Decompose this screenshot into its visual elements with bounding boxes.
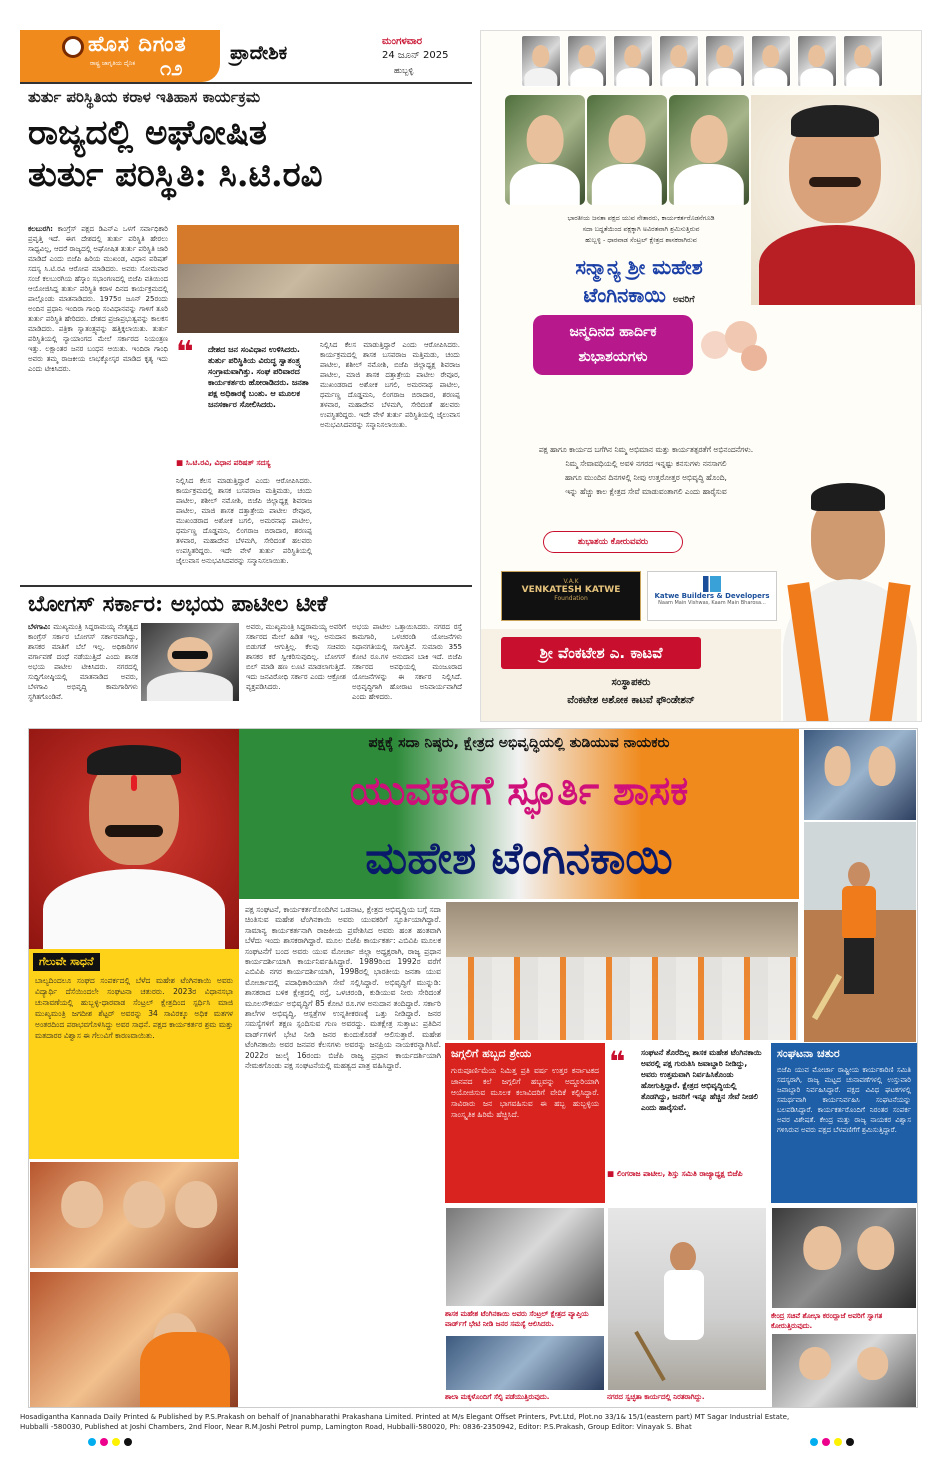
- feature-headline-1: ಯುವಕರಿಗೆ ಸ್ಫೂರ್ತಿ ಶಾಸಕ: [349, 767, 689, 814]
- leader-photo: [587, 95, 667, 205]
- birthday-ad: [480, 30, 922, 722]
- page-number: ೧೨: [160, 56, 183, 80]
- story1-dateline: ಕಲಬುರಗಿ:: [28, 225, 53, 233]
- story1-headline: [28, 112, 472, 196]
- cricket-bat-icon: [812, 974, 842, 1020]
- leader-photo: [567, 35, 607, 87]
- masthead-city: ಹುಬ್ಬಳ್ಳಿ: [394, 66, 414, 75]
- sponsor-role: ಸಂಸ್ಥಾಪಕರು: [611, 677, 651, 688]
- story1-kicker: ತುರ್ತು ಪರಿಸ್ಥಿತಿಯ ಕರಾಳ ಇತಿಹಾಸ ಕಾರ್ಯಕ್ರಮ: [28, 88, 261, 106]
- story2-column-3: ಅಭಯ ಪಾಟೀಲ ಒತ್ತಾಯಿಸಿದರು. ನಗರದ ರಸ್ತೆ ಕಾಮಗಾರಿ, ಒಳಚರಂಡಿ ಯೋಜನೆಗಳು ನಿಧಾನಗತಿಯಲ್ಲಿ ಸಾಗುತ್ತಿವೆ. ಸುಮಾರು 355 ಕೋಟಿ ರೂ.ಗಳ ಅನುದಾನ ಬಾಕಿ ಇದೆ. ಬಿಜೆಪಿ ಸರ್ಕಾರದ ಅವಧಿಯಲ್ಲಿ ಮಂಜೂರಾದ ಯೋಜನೆಗಳನ್ನು ಈ ಸರ್ಕಾರ ನಿಲ್ಲಿಸಿದೆ. ಅಭಿವೃದ್ಧಿಗಾಗಿ ಹೋರಾಟ ಅನಿವಾರ್ಯವಾಗಿದೆ ಎಂದು ಹೇಳಿದರು.: [352, 623, 462, 701]
- katwe-builders-logo: Katwe Builders & Developers Naam Main Vishwas, Kaam Main Bharosa...: [647, 571, 777, 621]
- ad-intro: ಭಾರತೀಯ ಜನತಾ ಪಕ್ಷದ ಯುವ ನೇತಾರರು, ಕಾರ್ಯಕರ್ತರೊಡನೆಗೂಡಿ ಸದಾ ಬದ್ಧತೆಯಿಂದ ಪಕ್ಷಕ್ಕಾಗಿ ಅವಿರತವಾಗಿ ಶ್ರಮಿಸುತ್ತಿರುವ ಹುಬ್ಬಳ್ಳಿ - ಧಾರವಾಡ ಸೆಂಟ್ರಲ್ ಕ್ಷೇತ್ರದ ಶಾಸಕರಾಗಿರುವ: [567, 214, 715, 244]
- story1-column-3: ನಿಲ್ಲಿಸಿದ ಕೆಲಸ ಮಾಡುತ್ತಿದ್ದಾರೆ ಎಂದು ಆರೋಪಿಸಿದರು. ಕಾರ್ಯಕ್ರಮದಲ್ಲಿ ಶಾಸಕ ಬಸವರಾಜ ಮತ್ತಿಮಡು, ಚಂದು ಪಾಟೀಲ, ಶಶೀಲ್ ನಮೋಶಿ, ಬಿಜೆಪಿ ಜಿಲ್ಲಾಧ್ಯಕ್ಷ ಶಿವರಾಜ ಪಾಟೀಲ, ಮಾಜಿ ಶಾಸಕ ದತ್ತಾತ್ರೇಯ ಪಾಟೀಲ ರೇವೂರ, ಮುಖಂಡರಾದ ಅಶೋಕ ಬಗಲಿ, ಅಮರನಾಥ ಪಾಟೀಲ, ಧರ್ಮಣ್ಣ ದೊಡ್ಡಮನಿ, ಲಿಂಗರಾಜ ಬಿರಾದಾರ, ಶರಣಪ್ಪ ತಳವಾರ, ಮಹಾದೇವ ಬೆಳಮಗಿ, ಸೇರಿದಂತೆ ಹಲವರು ಉಪಸ್ಥಿತರಿದ್ದರು. ಇದೇ ವೇಳೆ ತುರ್ತು ಪರಿಸ್ಥಿತಿಯಲ್ಲಿ ಜೈಲುವಾಸ ಅನುಭವಿಸಿದವರನ್ನು ಸನ್ಮಾನಿಸಲಾಯಿತು.: [320, 341, 460, 429]
- story1-photo: [176, 224, 460, 334]
- story1-headline-line2: ತುರ್ತು ಪರಿಸ್ಥಿತಿ: ಸಿ.ಟಿ.ರವಿ: [28, 155, 323, 195]
- box2-text: ಗುರುಪೂರ್ಣಿಮೆಯ ನಿಮಿತ್ತ ಪ್ರತಿ ವರ್ಷ ಉತ್ತರ ಕರ್ನಾಟಕದ ಜಾನಪದ ಕಲೆ ಜಗ್ಗಲಿಗೆ ಹಬ್ಬವನ್ನು ಅದ್ದೂರಿಯಾಗಿ ಆಯೋಜಿಸುವ ಮೂಲಕ ಕಲಾವಿದರಿಗೆ ವೇದಿಕೆ ಕಲ್ಪಿಸಿದ್ದಾರೆ. ಸಾವಿರಾರು ಜನ ಭಾಗವಹಿಸುವ ಈ ಹಬ್ಬ ಹುಬ್ಬಳ್ಳಿಯ ಸಾಂಸ್ಕೃತಿಕ ಹಿರಿಮೆ ಹೆಚ್ಚಿಸಿದೆ.: [451, 1066, 599, 1119]
- story2-headline: ಬೋಗಸ್ ಸರ್ಕಾರ: ಅಭಯ ಪಾಟೀಲ ಟೀಕೆ: [28, 591, 328, 617]
- quote-mark-icon: ❝: [176, 335, 194, 370]
- vak-foundation-logo: V.A.K VENKATESH KATWE Foundation: [501, 571, 641, 621]
- caption-students: ಶಾಲಾ ಮಕ್ಕಳೊಂದಿಗೆ ಸೆಲ್ಫಿ ಪಡೆಯುತ್ತಿರುವುದು.: [445, 1393, 550, 1401]
- leader-photo: [669, 95, 749, 205]
- box2: [445, 1043, 605, 1203]
- students-photo: [445, 1335, 605, 1391]
- tilak-mark: [131, 775, 137, 791]
- section-label: ಪ್ರಾದೇಶಿಕ: [230, 42, 288, 64]
- event-photo: [29, 1161, 239, 1269]
- feature-headline-band: [239, 729, 799, 899]
- mla-portrait: [751, 95, 921, 305]
- story1-quote: ದೇಶದ ಜನ ಸಂವಿಧಾನ ಉಳಿಸಿದರು. ತುರ್ತು ಪರಿಸ್ಥಿತಿಯ ವಿರುದ್ಧ ಸ್ವಾತಂತ್ರ್ಯ ಸಂಗ್ರಾಮವಾಗಿತ್ತು. ಸಂಘ ಪರಿವಾರದ ಕಾರ್ಯಕರ್ತರು ಹೋರಾಡಿದರು. ಜನತಾ ಪಕ್ಷ ಅಧಿಕಾರಕ್ಕೆ ಬಂತು. ಆ ಮೂಲಕ ಜನಸರ್ಕಾರ ಸೋಲಿಸಿದರು.: [208, 345, 309, 409]
- leader-photo: [505, 95, 585, 205]
- masthead-day: ಮಂಗಳವಾರ: [382, 36, 423, 47]
- box3-text: ಬಿಜೆಪಿ ಯುವ ಮೋರ್ಚಾ ರಾಷ್ಟ್ರೀಯ ಕಾರ್ಯಕಾರಿಣಿ ಸಮಿತಿ ಸದಸ್ಯರಾಗಿ, ರಾಜ್ಯ ಮಟ್ಟದ ಚುನಾವಣೆಗಳಲ್ಲಿ ಉಸ್ತುವಾರಿ ಜವಾಬ್ದಾರಿ ನಿರ್ವಹಿಸಿದ್ದಾರೆ. ಪಕ್ಷದ ವಿವಿಧ ಘಟಕಗಳಲ್ಲಿ ಸಮರ್ಥವಾಗಿ ಕಾರ್ಯನಿರ್ವಹಿಸಿ ಸಂಘಟನೆಯನ್ನು ಬಲಪಡಿಸಿದ್ದಾರೆ. ಕಾರ್ಯಕರ್ತರೊಂದಿಗೆ ನಿರಂತರ ಸಂಪರ್ಕ ಅವರ ವಿಶೇಷತೆ. ಕೇಂದ್ರ ಮತ್ತು ರಾಜ್ಯ ನಾಯಕರ ವಿಶ್ವಾಸ ಗಳಿಸಿರುವ ಅವರು ಪಕ್ಷದ ಬೆಳವಣಿಗೆಗೆ ಶ್ರಮಿಸುತ್ತಿದ್ದಾರೆ.: [777, 1066, 911, 1134]
- box1: [29, 949, 239, 1159]
- story2-column-2: ಅವರು, ಮುಖ್ಯಮಂತ್ರಿ ಸಿದ್ದರಾಮಯ್ಯ ಅವರಿಗೆ ಸರ್ಕಾರದ ಮೇಲೆ ಹಿಡಿತ ಇಲ್ಲ. ಅನುದಾನ ಬಿಡುಗಡೆ ಆಗುತ್ತಿಲ್ಲ. ಕೆಲವು ಸಚಿವರು ಶಾಸಕರ ಕರೆ ಸ್ವೀಕರಿಸುವುದಿಲ್ಲ. ಬೋಗಸ್ ಬಿಲ್ ಮಾಡಿ ಹಣ ಲೂಟಿ ಮಾಡಲಾಗುತ್ತಿದೆ. ಇದು ಜನವಿರೋಧಿ ಸರ್ಕಾರ ಎಂದು ಆಕ್ರೋಶ ವ್ಯಕ್ತಪಡಿಸಿದರು.: [246, 623, 346, 691]
- meeting-photo: [771, 1333, 917, 1408]
- broom-icon: [634, 1331, 665, 1381]
- box2-title: ಜಗ್ಗಲಿಗೆ ಹಬ್ಬದ ಶ್ರೇಯ: [451, 1047, 532, 1060]
- caption-ward: ಶಾಸಕ ಮಹೇಶ ಟೆಂಗಿನಕಾಯಿ ಅವರು ಸೆಂಟ್ರಲ್ ಕ್ಷೇತ್ರದ ವ್ಯಾಪ್ತಿಯ ವಾರ್ಡ್‌ಗೆ ಭೇಟಿ ನೀಡಿ ಜನರ ಸಮಸ್ಯೆ ಆಲಿಸಿದರು.: [445, 1310, 589, 1328]
- masthead-date: 24 ಜೂನ್ 2025: [382, 50, 449, 61]
- leader-photo: [659, 35, 699, 87]
- leader-photo: [521, 35, 561, 87]
- ad-honoree-name: [509, 253, 769, 314]
- story1-column-2: ನಿಲ್ಲಿಸಿದ ಕೆಲಸ ಮಾಡುತ್ತಿದ್ದಾರೆ ಎಂದು ಆರೋಪಿಸಿದರು. ಕಾರ್ಯಕ್ರಮದಲ್ಲಿ ಶಾಸಕ ಬಸವರಾಜ ಮತ್ತಿಮಡು, ಚಂದು ಪಾಟೀಲ, ಶಶೀಲ್ ನಮೋಶಿ, ಬಿಜೆಪಿ ಜಿಲ್ಲಾಧ್ಯಕ್ಷ ಶಿವರಾಜ ಪಾಟೀಲ, ಮಾಜಿ ಶಾಸಕ ದತ್ತಾತ್ರೇಯ ಪಾಟೀಲ ರೇವೂರ, ಮುಖಂಡರಾದ ಅಶೋಕ ಬಗಲಿ, ಅಮರನಾಥ ಪಾಟೀಲ, ಧರ್ಮಣ್ಣ ದೊಡ್ಡಮನಿ, ಲಿಂಗರಾಜ ಬಿರಾದಾರ, ಶರಣಪ್ಪ ತಳವಾರ, ಮಹಾದೇವ ಬೆಳಮಗಿ, ಸೇರಿದಂತೆ ಹಲವರು ಉಪಸ್ಥಿತರಿದ್ದರು. ಇದೇ ವೇಳೆ ತುರ್ತು ಪರಿಸ್ಥಿತಿಯಲ್ಲಿ ಜೈಲುವಾಸ ಅನುಭವಿಸಿದವರನ್ನು ಸನ್ಮಾನಿಸಲಾಯಿತು.: [176, 477, 312, 565]
- feature-kicker: ಪಕ್ಷಕ್ಕೆ ಸದಾ ನಿಷ್ಠರು, ಕ್ಷೇತ್ರದ ಅಭಿವೃದ್ಧಿಯಲ್ಲಿ ತುಡಿಯುವ ನಾಯಕರು: [368, 735, 670, 751]
- story2-photo: [140, 622, 240, 702]
- caption-clean: ನಗರದ ಸ್ವಚ್ಛತಾ ಕಾರ್ಯದಲ್ಲಿ ನಿರತರಾಗಿದ್ದು.: [607, 1393, 705, 1401]
- story-separator: [20, 585, 472, 587]
- sponsor-portrait: [777, 471, 922, 722]
- leader-photo: [613, 35, 653, 87]
- masthead-logo-text: ಹೊಸ ದಿಗಂತ: [88, 32, 187, 56]
- roses-decoration: [701, 321, 771, 375]
- caption-minister: ಕೇಂದ್ರ ಸಚಿವೆ ಶೋಭಾ ಕರಂದ್ಲಾಜೆ ಅವರಿಗೆ ಸ್ವಾಗತ ಕೋರುತ್ತಿರುವುದು.: [771, 1312, 883, 1330]
- sponsor-block: [481, 629, 781, 722]
- box3: [771, 1043, 917, 1203]
- feature-headline-2: ಮಹೇಶ ಟೆಂಗಿನಕಾಯಿ: [365, 833, 673, 884]
- masthead-logo-sub: ರಾಷ್ಟ್ರ ಜಾಗೃತಿಯ ದೈನಿಕ: [90, 60, 136, 67]
- greeter-label: ಶುಭಾಶಯ ಕೋರುವವರು: [543, 531, 683, 553]
- feature-main-text: ಪಕ್ಷ ಸಂಘಟನೆ, ಕಾರ್ಯಕರ್ತರೊಂದಿಗಿನ ಒಡನಾಟ, ಕ್ಷೇತ್ರದ ಅಭಿವೃದ್ಧಿಯ ಬಗ್ಗೆ ಸದಾ ಚಿಂತಿಸುವ ಮಹೇಶ ಟೆಂಗಿನಕಾಯಿ ಅವರು ಯುವಕರಿಗೆ ಸ್ಫೂರ್ತಿಯಾಗಿದ್ದಾರೆ. ಸಾಮಾನ್ಯ ಕಾರ್ಯಕರ್ತನಾಗಿ ರಾಜಕೀಯ ಪ್ರವೇಶಿಸಿದ ಅವರು ಹಂತ ಹಂತವಾಗಿ ಬೆಳೆದು ಇಂದು ಶಾಸಕರಾಗಿದ್ದಾರೆ. ಮೂಲ ಬಿಜೆಪಿ ಕಾರ್ಯಕರ್ತ: ಎಬಿವಿಪಿ ಮೂಲಕ ಸಂಘಟನೆಗೆ ಬಂದ ಅವರು ಯುವ ಮೋರ್ಚಾ ಜಿಲ್ಲಾ ಅಧ್ಯಕ್ಷರಾಗಿ, ರಾಜ್ಯ ಪ್ರಧಾನ ಕಾರ್ಯದರ್ಶಿಯಾಗಿ ಕಾರ್ಯನಿರ್ವಹಿಸಿದ್ದಾರೆ. 1989ರಿಂದ 1992ರ ವರೆಗೆ ಎಬಿವಿಪಿ ನಗರ ಕಾರ್ಯದರ್ಶಿಯಾಗಿ, 1998ರಲ್ಲಿ ಭಾರತೀಯ ಜನತಾ ಯುವ ಮೋರ್ಚಾದಲ್ಲಿ ಪದಾಧಿಕಾರಿಯಾಗಿ ಸೇವೆ ಸಲ್ಲಿಸಿದ್ದಾರೆ. ಅಭಿವೃದ್ಧಿಗೆ ಮುನ್ನುಡಿ: ಶಾಸಕರಾದ ಬಳಿಕ ಕ್ಷೇತ್ರದಲ್ಲಿ ರಸ್ತೆ, ಒಳಚರಂಡಿ, ಕುಡಿಯುವ ನೀರು ಸೇರಿದಂತೆ ಮೂಲಸೌಕರ್ಯ ಅಭಿವೃದ್ಧಿಗೆ 85 ಕೋಟಿ ರೂ.ಗಳ ಅನುದಾನ ತಂದಿದ್ದಾರೆ. ಸರ್ಕಾರಿ ಶಾಲೆಗಳ ಅಭಿವೃದ್ಧಿ, ಆಸ್ಪತ್ರೆಗಳ ಉನ್ನತೀಕರಣಕ್ಕೆ ಒತ್ತು ನೀಡಿದ್ದಾರೆ. ಜನರ ಸಮಸ್ಯೆಗಳಿಗೆ ತಕ್ಷಣ ಸ್ಪಂದಿಸುವ ಗುಣ ಅವರದ್ದು. ಮತಕ್ಷೇತ್ರ ಸುತ್ತಾಟ: ಪ್ರತಿದಿನ ವಾರ್ಡ್‌ಗಳಿಗೆ ಭೇಟಿ ನೀಡಿ ಜನರ ಕುಂದುಕೊರತೆ ಆಲಿಸುತ್ತಾರೆ. ಮಹೇಶ ಟೆಂಗಿನಕಾಯಿ ಅವರ ಜನಪರ ಕೆಲಸಗಳು ಅವರನ್ನು ಜನಪ್ರಿಯ ನಾಯಕರನ್ನಾಗಿಸಿವೆ. 2022ರ ಜುಲೈ 16ರಂದು ಬಿಜೆಪಿ ರಾಜ್ಯ ಪ್ರಧಾನ ಕಾರ್ಯದರ್ಶಿಯಾಗಿ ನೇಮಕಗೊಂಡು ಪಕ್ಷ ಸಂಘಟನೆಯಲ್ಲಿ ಮಹತ್ವದ ಪಾತ್ರ ವಹಿಸಿದ್ದಾರೆ.: [245, 905, 441, 1071]
- leader-photo: [843, 35, 883, 87]
- ward-visit-photo: [445, 1207, 605, 1307]
- masthead-rule: [20, 82, 472, 84]
- feature-section: [28, 728, 918, 1408]
- leader-photo: [751, 35, 791, 87]
- cleaning-photo: [607, 1207, 767, 1391]
- ad-name-line1: ಸನ್ಮಾನ್ಯ ಶ್ರೀ ಮಹೇಶ: [575, 255, 703, 279]
- registration-marks: [0, 1436, 945, 1450]
- sunglasses-icon: [172, 651, 207, 659]
- cricket-photo: [803, 821, 917, 1043]
- quote2-box: [607, 1043, 767, 1203]
- imprint-footer: Hosadigantha Kannada Daily Printed & Published by P.S.Prakash on behalf of Jnanabharathi Prakashana Limited. Printed at M/s Elegant Offset Printers, Pvt.Ltd, Plot.no 33/1& 15/1(eastern part) MT Sagar Industrial Estate, Hubballi -580030, Published at Joshi Chambers, 2nd Floor, Near R.M.Joshi Petrol pump, Lamington Road, Hubballi-580020, Ph: 0836-2350942, Editor: P.S.Prakash, Group Editor: Vinayak S. Bhat: [20, 1413, 790, 1431]
- event-photo: [803, 729, 917, 821]
- story1-headline-line1: ರಾಜ್ಯದಲ್ಲಿ ಅಘೋಷಿತ: [28, 113, 267, 153]
- leader-photo: [797, 35, 837, 87]
- leaders-strip: [481, 31, 922, 91]
- masthead: [20, 30, 472, 82]
- sponsor-org: ವೆಂಕಟೇಶ ಅಶೋಕ ಕಾಟವೆ ಫೌಂಡೇಶನ್: [567, 695, 695, 706]
- quote-mark-icon: ❝: [609, 1045, 626, 1078]
- ad-name-line2: ಟೆಂಗಿನಕಾಯಿ ಅವರಿಗೆ: [583, 283, 695, 307]
- box1-title: ಗೆಲುವೇ ಸಾಧನೆ: [33, 953, 100, 971]
- story2-column-1: ಬೆಳಗಾವಿ: ಮುಖ್ಯಮಂತ್ರಿ ಸಿದ್ದರಾಮಯ್ಯ ನೇತೃತ್ವದ ಕಾಂಗ್ರೆಸ್ ಸರ್ಕಾರ ಬೋಗಸ್ ಸರ್ಕಾರವಾಗಿದ್ದು, ಶಾಸಕರ ಮಾತಿಗೆ ಬೆಲೆ ಇಲ್ಲ. ಅಧಿಕಾರಿಗಳ ವರ್ಗಾವಣೆ ದಂಧೆ ನಡೆಯುತ್ತಿದೆ ಎಂದು ಶಾಸಕ ಅಭಯ ಪಾಟೀಲ ಟೀಕಿಸಿದರು. ನಗರದಲ್ಲಿ ಸುದ್ದಿಗೋಷ್ಠಿಯಲ್ಲಿ ಮಾತನಾಡಿದ ಅವರು, ಬೆಳಗಾವಿ ಅಭಿವೃದ್ಧಿ ಕಾಮಗಾರಿಗಳು ಸ್ಥಗಿತಗೊಂಡಿವೆ.: [28, 623, 138, 701]
- logo-emblem-icon: [62, 36, 84, 58]
- leader-photo: [705, 35, 745, 87]
- story1-column-1: [28, 224, 168, 584]
- birthday-wish-banner: ಜನ್ಮದಿನದ ಹಾರ್ದಿಕ ಶುಭಾಶಯಗಳು: [533, 315, 693, 375]
- quote2-text: ಸಂಘಟನೆ ತೊರೆದಿಲ್ಲ ಶಾಸಕ ಮಹೇಶ ಟೆಂಗಿನಕಾಯಿ ಅವರಲ್ಲಿ ಪಕ್ಷ ಗುರುತಿಸಿ ಜವಾಬ್ದಾರಿ ನೀಡಿದ್ದು, ಅವರು ಉತ್ತಮವಾಗಿ ನಿರ್ವಹಿಸಿಕೊಂಡು ಹೋಗುತ್ತಿದ್ದಾರೆ. ಕ್ಷೇತ್ರದ ಅಭಿವೃದ್ಧಿಯಲ್ಲಿ ತೊಡಗಿದ್ದು, ಜನರಿಗೆ ಇನ್ನೂ ಹೆಚ್ಚಿನ ಸೇವೆ ನೀಡಲಿ ಎಂದು ಹಾರೈಸುವೆ.: [641, 1048, 762, 1112]
- story1-body: ಕಾಂಗ್ರೆಸ್ ಪಕ್ಷದ ಡಿಎನ್‌ಎ ಒಳಗೆ ಸರ್ವಾಧಿಕಾರಿ ಪ್ರವೃತ್ತಿ ಇದೆ. ಈಗ ದೇಶದಲ್ಲಿ ತುರ್ತು ಪರಿಸ್ಥಿತಿ ಹೇರಲು ಸಾಧ್ಯವಿಲ್ಲ, ಆದರೆ ರಾಜ್ಯದಲ್ಲಿ ಅಘೋಷಿತ ತುರ್ತು ಪರಿಸ್ಥಿತಿ ಜಾರಿ ಮಾಡಿದೆ ಎಂದು ಬಿಜೆಪಿ ಹಿರಿಯ ಮುಖಂಡ, ವಿಧಾನ ಪರಿಷತ್ ಸದಸ್ಯ ಸಿ.ಟಿ.ರವಿ ಆರೋಪ ಮಾಡಿದರು. ಅವರು ಸೋಮವಾರ ಸಂಜೆ ಕಲಬುರಗಿಯ ಹೆಸ್ಕಾಂ ಸಭಾಂಗಣದಲ್ಲಿ ಬಿಜೆಪಿ ವತಿಯಿಂದ ಆಯೋಜಿಸಿದ್ದ ತುರ್ತು ಪರಿಸ್ಥಿತಿ ಕರಾಳ ದಿನದ ಕಾರ್ಯಕ್ರಮದಲ್ಲಿ ಪಾಲ್ಗೊಂಡು ಮಾತನಾಡಿದರು. 1975ರ ಜೂನ್ 25ರಂದು ಅಂದಿನ ಪ್ರಧಾನಿ ಇಂದಿರಾ ಗಾಂಧಿ ಸಂವಿಧಾನವನ್ನು ಗಾಳಿಗೆ ತೂರಿ ತುರ್ತು ಪರಿಸ್ಥಿತಿ ಹೇರಿದರು. ದೇಶದ ಪ್ರಜಾಪ್ರಭುತ್ವವನ್ನು ಕಾಲಕಸ ಮಾಡಿದರು. ಪತ್ರಿಕಾ ಸ್ವಾತಂತ್ರ್ಯವನ್ನು ಹತ್ತಿಕ್ಕಲಾಯಿತು. ತುರ್ತು ಪರಿಸ್ಥಿತಿಯಲ್ಲಿ ನ್ಯಾಯಾಂಗದ ಮೇಲೆ ಸರ್ಕಾರದ ನಿಯಂತ್ರಣ ಇತ್ತು. ಲಕ್ಷಾಂತರ ಜನರ ಬಂಧನ ಆಯಿತು. ಇಂದಿರಾ ಗಾಂಧಿ ಅವರು ತಮ್ಮ ರಾಜಕೀಯ ಲಾಭಕ್ಕೋಸ್ಕರ ಮಾಡಿದ ಕೃತ್ಯ ಇದು ಎಂದು ಟೀಕಿಸಿದರು.: [28, 225, 168, 373]
- event-photo: [445, 901, 799, 1041]
- quote2-author: ■ ಲಿಂಗರಾಜ ಪಾಟೀಲ, ಶಿಸ್ತು ಸಮಿತಿ ರಾಜ್ಯಾಧ್ಯಕ್ಷ ಬಿಜೆಪಿ: [607, 1169, 743, 1178]
- ad-body-text: ಪಕ್ಷ ಹಾಗೂ ಕಾರ್ಯದ ಬಗೆಗಿನ ನಿಮ್ಮ ಅಭಿಮಾನ ಮತ್ತು ಕಾರ್ಯತತ್ಪರತೆಗೆ ಅಭಿನಂದನೆಗಳು. ನಿಮ್ಮ ಸೇವಾವಧಿಯಲ್ಲಿ ಅವಳಿ ನಗರದ ಇನ್ನಷ್ಟು ಕನಸುಗಳು ನನಸಾಗಲಿ ಹಾಗೂ ಮುಂದಿನ ದಿನಗಳಲ್ಲಿ ನೀವು ಉತ್ತರೋತ್ತರ ಅಭಿವೃದ್ಧಿ ಹೊಂದಿ, ಇನ್ನು ಹೆಚ್ಚು ಕಾಲ ಕ್ಷೇತ್ರದ ಸೇವೆ ಮಾಡುವಂತಾಗಲಿ ಎಂದು ಹಾರೈಸುವ: [538, 445, 754, 496]
- box1-text: ಬಾಲ್ಯದಿಂದಲೂ ಸಂಘದ ಸಂಪರ್ಕದಲ್ಲಿ ಬೆಳೆದ ಮಹೇಶ ಟೆಂಗಿನಕಾಯಿ ಅವರು ವಿದ್ಯಾರ್ಥಿ ದೆಸೆಯಿಂದಲೇ ಸಂಘಟನಾ ಚತುರರು. 2023ರ ವಿಧಾನಸಭಾ ಚುನಾವಣೆಯಲ್ಲಿ ಹುಬ್ಬಳ್ಳಿ-ಧಾರವಾಡ ಸೆಂಟ್ರಲ್ ಕ್ಷೇತ್ರದಿಂದ ಸ್ಪರ್ಧಿಸಿ ಮಾಜಿ ಮುಖ್ಯಮಂತ್ರಿ ಜಗದೀಶ ಶೆಟ್ಟರ್ ಅವರನ್ನು 34 ಸಾವಿರಕ್ಕೂ ಅಧಿಕ ಮತಗಳ ಅಂತರದಿಂದ ಪರಾಭವಗೊಳಿಸಿದ್ದು ಅವರ ಸಾಧನೆ. ಪಕ್ಷದ ಕಾರ್ಯಕರ್ತರ ಶ್ರಮ ಮತ್ತು ಮತದಾರರ ವಿಶ್ವಾಸ ಈ ಗೆಲುವಿಗೆ ಕಾರಣವಾಯಿತು.: [35, 976, 233, 1040]
- sponsor-name: ಶ್ರೀ ವೆಂಕಟೇಶ ಎ. ಕಾಟವೆ: [501, 637, 701, 669]
- feature-portrait: [29, 729, 239, 949]
- box3-title: ಸಂಘಟನಾ ಚತುರ: [777, 1047, 840, 1060]
- story1-quote-box: [176, 335, 312, 580]
- building-icon: [703, 576, 721, 592]
- swamiji-photo: [29, 1271, 239, 1408]
- minister-photo: [771, 1207, 917, 1309]
- story1-quote-author: ■ ಸಿ.ಟಿ.ರವಿ, ವಿಧಾನ ಪರಿಷತ್ ಸದಸ್ಯ: [176, 458, 271, 467]
